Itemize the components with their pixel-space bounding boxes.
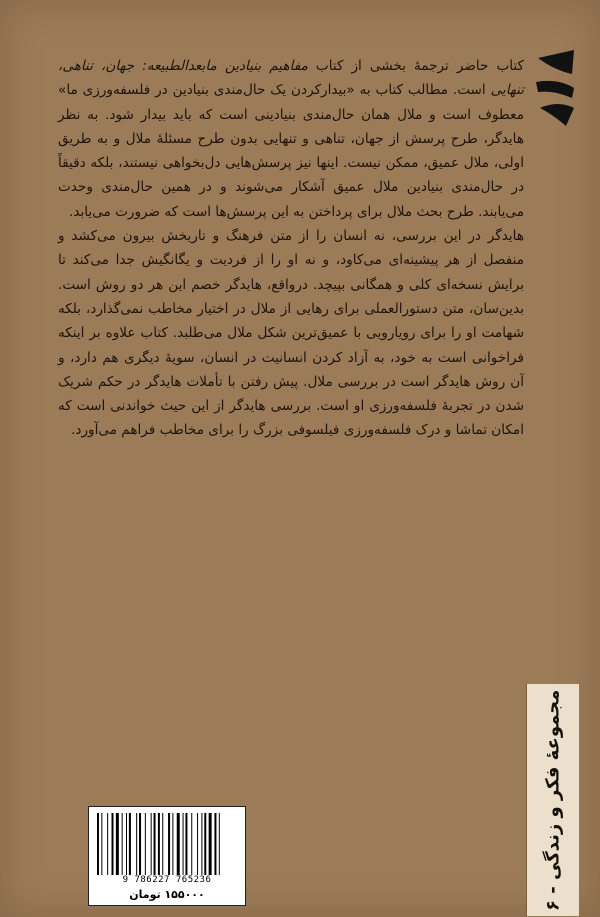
isbn-number: 9 786227 765236 [122,875,212,885]
barcode-stripe [151,813,152,875]
blurb-segment: است. مطالب کتاب به «بیدارکردن یک حال‌مندی بنیادین در فلسفه‌ورزی ما» معطوف است و ملال همان حال‌مندی بنیادینی است که باید بیدار شود. به نظر هایدگر، طرح پرسش از جهان، تناهی و تنهایی بدون طرح مسئلهٔ ملال و به طریق اولی، ملال عمیق، ممکن نیست. اینها نیز پرسش‌هایی دل‌بخواهی نیستند، بلکه دقیقاً در حال‌مندی بنیادین ملال عمیق آشکار می‌شوند و در همین حال‌مندی وحدت می‌یابند. طرح بحث ملال برای پرداختن به این پرسش‌ها است که ضرورت می‌یابد. [58,82,524,220]
barcode-stripe [197,813,198,875]
barcode-stripe [154,813,156,875]
barcode-stripe [214,813,216,875]
barcode-icon [95,813,239,875]
barcode-stripe [219,813,220,875]
barcode-stripe [139,813,141,875]
blurb-text [58,54,524,443]
barcode-stripe [177,813,180,875]
series-label: مجموعهٔ فکر و زندگی - ۶ [542,689,564,911]
book-title-italic: مفاهیم بنیادین مابعدالطبیعه: جهان، تناهی، تنهایی [58,58,524,99]
barcode-stripe [183,813,184,875]
barcode-stripe [97,813,99,875]
barcode-stripe [185,813,187,875]
barcode-stripe [158,813,160,875]
barcode-stripe [191,813,192,875]
barcode-stripe [172,813,173,875]
barcode-stripe [145,813,146,875]
barcode-stripe [162,813,163,875]
barcode-stripe [101,813,102,875]
barcode-stripe [204,813,206,875]
barcode-stripe [168,813,170,875]
barcode-box [88,806,246,906]
barcode-stripe [201,813,202,875]
barcode-stripe [112,813,114,875]
barcode-stripe [209,813,212,875]
blurb-paragraph-1 [58,54,524,224]
barcode-stripe [126,813,127,875]
blurb-paragraph-2: هایدگر در این بررسی، نه انسان را از متن فرهنگ و تاریخش بیرون می‌کشد و منفصل از هر پیشینه‌ای می‌کاود، و نه او را از فردیت و یگانگیش جدا می‌کند تا برایش نسخه‌ای کلی و همگانی بپیچد. درواقع، هایدگر خصم این هر دو روش است. بدین‌سان، متن دستورالعملی برای رهایی از ملال در اختیار مخاطب نمی‌گذارد، بلکه شهامت او را برای رویارویی با عمیق‌ترین شکل ملال می‌طلبد. کتاب علاوه بر اینکه فراخوانی است به خود، به آزاد کردن انسانیت در انسان، سویهٔ دیگری هم دارد، و آن روش هایدگر است در بررسی ملال. پیش رفتن با تأملات هایدگر در حکم شریک شدن در تجربهٔ فلسفه‌ورزی او است. بررسی هایدگر از این حیث خواندنی است که امکان تماشا و درک فلسفه‌ورزی فیلسوفی بزرگ را برای مخاطب فراهم می‌آورد. [58,228,524,439]
barcode-stripe [116,813,119,875]
barcode-stripe [122,813,123,875]
series-band [526,684,579,916]
barcode-stripe [107,813,108,875]
publisher-logo-icon [532,48,578,128]
barcode-stripe [129,813,131,875]
price-label: ۱۵۵۰۰۰ تومان [129,888,205,901]
barcode-stripe [136,813,137,875]
blurb-segment: کتاب حاضر ترجمهٔ بخشی از کتاب [307,58,524,74]
